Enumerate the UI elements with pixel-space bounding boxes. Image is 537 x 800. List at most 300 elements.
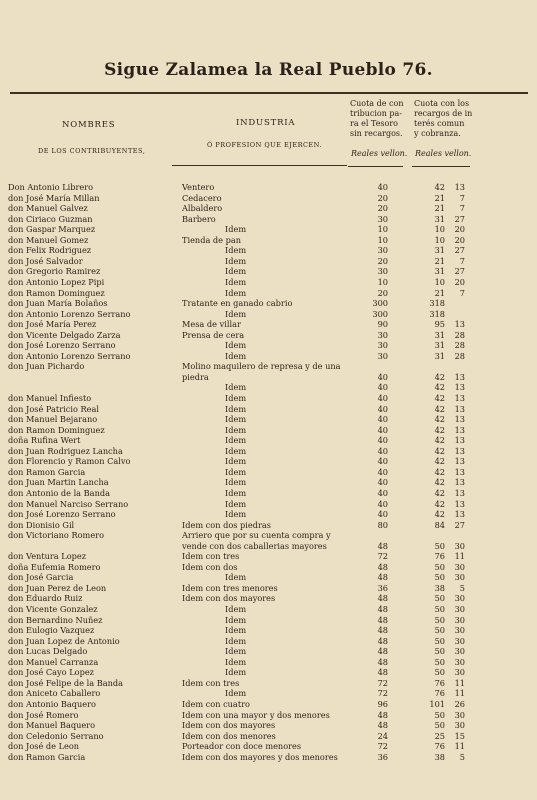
contributor-name: don Ramon Garcia	[8, 466, 86, 477]
cuota-tesoro-cell: 300	[372, 308, 388, 319]
industria-cell: Idem con dos menores	[182, 730, 276, 741]
cuota-tesoro-cell: 48	[377, 614, 388, 625]
cuota-tesoro-cell: 40	[377, 371, 388, 382]
cuota-tesoro-cell: 48	[377, 656, 388, 667]
industria-cell: Idem con tres	[182, 551, 240, 562]
cuota-recargos-fraction-cell: 30	[454, 593, 465, 604]
contributor-name: don Antonio Lorenzo Serrano	[8, 350, 131, 361]
cuota-recargos-cell: 50	[434, 604, 445, 614]
industria-cell: Ventero	[182, 182, 215, 192]
cuota-tesoro-cell: 24	[377, 730, 388, 741]
industria-cell: Idem	[225, 435, 247, 446]
industria-cell: Idem	[225, 350, 247, 361]
contributor-name: don José Patricio Real	[8, 403, 99, 414]
cuota-tesoro-cell: 40	[377, 403, 388, 414]
cuota-recargos-cell: 318	[429, 298, 445, 309]
contributor-name: don Manuel Infiesto	[8, 393, 92, 403]
contributor-name: don Antonio Lorenzo Serrano	[8, 308, 131, 319]
cuota-recargos-cell: 42	[434, 382, 445, 393]
table-row	[0, 319, 537, 330]
cuota-recargos-fraction-cell: 13	[454, 435, 465, 446]
table-row	[0, 741, 537, 752]
industria-cell: Idem	[225, 445, 247, 456]
industria-cell: Idem	[225, 604, 247, 614]
industria-cell: Idem	[225, 635, 247, 646]
table-row	[0, 446, 537, 457]
cuota-recargos-fraction-cell: 13	[454, 403, 465, 414]
cuota-tesoro-cell: 40	[377, 393, 388, 403]
industria-cell: Idem	[225, 572, 247, 583]
cuota-recargos-fraction-cell: 30	[454, 646, 465, 657]
contributor-name: don José Lorenzo Serrano	[8, 340, 116, 351]
cuota-tesoro-cell: 48	[377, 625, 388, 636]
cuota-recargos-fraction-cell: 11	[454, 741, 465, 752]
header-cuota-tesoro	[350, 99, 403, 139]
cuota-recargos-fraction-cell: 20	[454, 276, 465, 287]
table-row	[0, 456, 537, 467]
cuota-tesoro-cell: 48	[377, 667, 388, 678]
contributor-name: doña Eufemia Romero	[8, 561, 101, 572]
table-row	[0, 435, 537, 446]
industria-cell: Albaldero	[182, 203, 223, 214]
cuota-recargos-cell: 31	[434, 329, 445, 340]
contributor-name: don Ciriaco Guzman	[8, 213, 93, 224]
contributor-name: don Juan María Bolaños	[8, 298, 108, 309]
header-cuota-recargos-line: recargos de in	[414, 109, 473, 118]
table-row	[0, 361, 537, 372]
table-row	[0, 203, 537, 214]
cuota-recargos-fraction-cell: 13	[454, 445, 465, 456]
cuota-recargos-cell: 50	[434, 635, 445, 646]
contributor-name: don Celedonio Serrano	[8, 730, 104, 741]
header-cuota-recargos-line: y cobranza.	[414, 129, 461, 138]
cuota-recargos-fraction-cell: 7	[459, 255, 465, 266]
table-row	[0, 277, 537, 288]
cuota-tesoro-cell: 90	[377, 319, 388, 330]
cuota-tesoro-cell: 40	[377, 477, 388, 488]
contributor-name: don Bernardino Nuñez	[8, 614, 103, 625]
cuota-recargos-cell: 76	[434, 551, 445, 562]
cuota-recargos-fraction-cell: 7	[459, 203, 465, 214]
contributor-name: Don Antonio Librero	[8, 182, 94, 192]
table-row	[0, 193, 537, 204]
cuota-recargos-fraction-cell: 13	[454, 424, 465, 435]
cuota-recargos-fraction-cell: 27	[454, 519, 465, 530]
industria-cell: Idem	[225, 498, 247, 509]
header-cuota-recargos-line: Cuota con los	[414, 99, 470, 108]
table-row	[0, 382, 537, 393]
cuota-recargos-fraction-cell: 30	[454, 540, 465, 551]
header-cuota-tesoro-line: tribucion pa-	[350, 109, 403, 118]
table-row	[0, 425, 537, 436]
cuota-tesoro-cell: 40	[377, 424, 388, 435]
cuota-recargos-fraction-cell: 30	[454, 720, 465, 731]
cuota-recargos-cell: 318	[429, 308, 445, 319]
table-row	[0, 731, 537, 742]
contributor-name: don Ventura Lopez	[8, 551, 87, 562]
cuota-tesoro-cell: 20	[377, 287, 388, 298]
cuota-tesoro-cell: 10	[377, 224, 388, 235]
header-profesion: Ó PROFESION QUE EJERCEN.	[207, 141, 323, 149]
cuota-recargos-cell: 50	[434, 656, 445, 667]
cuota-recargos-fraction-cell: 13	[454, 509, 465, 520]
cuota-tesoro-cell: 48	[377, 604, 388, 614]
cuota-recargos-cell: 50	[434, 720, 445, 731]
cuota-tesoro-cell: 72	[377, 551, 388, 562]
cuota-recargos-cell: 42	[434, 466, 445, 477]
cuota-recargos-cell: 42	[434, 371, 445, 382]
cuota-tesoro-cell: 48	[377, 709, 388, 720]
contributor-name: don José María Millan	[8, 192, 100, 203]
industria-cell: Idem	[225, 382, 247, 393]
cuota-recargos-fraction-cell: 27	[454, 245, 465, 256]
industria-cell: Idem	[225, 667, 247, 678]
table-row	[0, 351, 537, 362]
header-cuota-recargos	[414, 99, 472, 139]
table-row	[0, 657, 537, 668]
cuota-tesoro-cell: 20	[377, 255, 388, 266]
industria-cell: Prensa de cera	[182, 329, 245, 340]
industria-cell: Idem con dos piedras	[182, 519, 271, 530]
contributor-name: don Gregorio Ramirez	[8, 266, 101, 277]
cuota-recargos-cell: 42	[434, 182, 445, 192]
header-cuota-rule-2	[412, 166, 470, 167]
cuota-recargos-cell: 42	[434, 424, 445, 435]
table-row	[0, 499, 537, 510]
cuota-tesoro-cell: 36	[377, 582, 388, 593]
contributor-name: don Juan Perez de Leon	[8, 582, 107, 593]
cuota-recargos-fraction-cell: 11	[454, 551, 465, 562]
cuota-tesoro-cell: 48	[377, 593, 388, 604]
cuota-recargos-fraction-cell: 30	[454, 625, 465, 636]
cuota-recargos-cell: 10	[434, 224, 445, 235]
cuota-recargos-cell: 42	[434, 477, 445, 488]
cuota-tesoro-cell: 40	[377, 414, 388, 425]
table-row	[0, 288, 537, 299]
cuota-recargos-fraction-cell: 28	[454, 340, 465, 351]
table-row	[0, 667, 537, 678]
cuota-tesoro-cell: 36	[377, 751, 388, 762]
cuota-tesoro-cell: 40	[377, 509, 388, 520]
contributor-name: don Gaspar Marquez	[8, 224, 96, 235]
contributor-name: don Antonio de la Banda	[8, 487, 110, 498]
industria-cell: Idem	[225, 276, 247, 287]
cuota-recargos-cell: 76	[434, 677, 445, 688]
cuota-recargos-cell: 50	[434, 593, 445, 604]
header-top-rule	[10, 92, 528, 94]
industria-cell: Idem	[225, 625, 247, 636]
contributor-name: don Ramon Garcia	[8, 751, 86, 762]
header-nombres: NOMBRES	[62, 120, 116, 130]
contributor-name: don Manuel Carranza	[8, 656, 99, 667]
cuota-recargos-fraction-cell: 26	[454, 698, 465, 709]
cuota-tesoro-cell: 48	[377, 720, 388, 731]
cuota-recargos-cell: 42	[434, 445, 445, 456]
table-row	[0, 340, 537, 351]
contributor-name: don Antonio Lopez Pipi	[8, 276, 105, 287]
table-row	[0, 615, 537, 626]
cuota-recargos-cell: 76	[434, 741, 445, 752]
cuota-recargos-fraction-cell: 30	[454, 614, 465, 625]
industria-cell: Idem	[225, 688, 247, 699]
table-row	[0, 266, 537, 277]
cuota-tesoro-cell: 10	[377, 276, 388, 287]
cuota-recargos-fraction-cell: 28	[454, 350, 465, 361]
table-row	[0, 530, 537, 541]
industria-cell: Mesa de villar	[182, 319, 241, 330]
table-row	[0, 182, 537, 193]
contributor-name: don Eduardo Ruiz	[8, 593, 83, 604]
header-reales-2: Reales vellon.	[415, 149, 472, 158]
table-row	[0, 720, 537, 731]
contributor-name: don José Garcia	[8, 572, 74, 583]
industria-cell: Barbero	[182, 213, 216, 224]
cuota-recargos-cell: 21	[434, 255, 445, 266]
cuota-recargos-fraction-cell: 28	[454, 329, 465, 340]
contributor-name: don Vicente Gonzalez	[8, 604, 98, 614]
cuota-recargos-fraction-cell: 13	[454, 456, 465, 467]
header-cuota-rule-1	[348, 166, 403, 167]
contributor-name: don Juan Lopez de Antonio	[8, 635, 120, 646]
industria-cell: Tienda de pan	[182, 234, 242, 245]
cuota-recargos-cell: 31	[434, 213, 445, 224]
industria-cell: Idem	[225, 340, 247, 351]
cuota-recargos-fraction-cell: 30	[454, 656, 465, 667]
cuota-recargos-fraction-cell: 20	[454, 224, 465, 235]
industria-cell: Idem	[225, 266, 247, 277]
table-row	[0, 467, 537, 478]
contributor-name: don Felix Rodriguez	[8, 245, 92, 256]
cuota-recargos-fraction-cell: 15	[454, 730, 465, 741]
cuota-recargos-fraction-cell: 30	[454, 561, 465, 572]
industria-cell: Arriero que por su cuenta compra y	[182, 530, 331, 541]
contributor-name: don Antonio Baquero	[8, 698, 96, 709]
industria-cell: Tratante en ganado cabrio	[182, 298, 293, 309]
cuota-recargos-cell: 31	[434, 245, 445, 256]
cuota-recargos-fraction-cell: 13	[454, 382, 465, 393]
cuota-recargos-cell: 42	[434, 403, 445, 414]
cuota-recargos-fraction-cell: 11	[454, 688, 465, 699]
cuota-tesoro-cell: 30	[377, 329, 388, 340]
industria-cell: Idem con tres	[182, 677, 240, 688]
table-row	[0, 636, 537, 647]
cuota-recargos-cell: 84	[434, 519, 445, 530]
cuota-recargos-fraction-cell: 13	[454, 182, 465, 192]
table-row	[0, 214, 537, 225]
cuota-recargos-cell: 42	[434, 414, 445, 425]
contributor-name: don Juan Pichardo	[8, 361, 85, 372]
contributor-name: don José Cayo Lopez	[8, 667, 94, 678]
table-row	[0, 404, 537, 415]
cuota-recargos-fraction-cell: 7	[459, 192, 465, 203]
cuota-recargos-cell: 50	[434, 540, 445, 551]
contributor-name: don Dionisio Gil	[8, 519, 75, 530]
cuota-recargos-fraction-cell: 27	[454, 266, 465, 277]
table-row	[0, 688, 537, 699]
industria-cell: Idem	[225, 509, 247, 520]
cuota-recargos-fraction-cell: 30	[454, 709, 465, 720]
cuota-tesoro-cell: 30	[377, 266, 388, 277]
contributor-name: don José Salvador	[8, 255, 83, 266]
cuota-recargos-fraction-cell: 11	[454, 677, 465, 688]
table-row	[0, 256, 537, 267]
cuota-recargos-fraction-cell: 13	[454, 477, 465, 488]
cuota-recargos-cell: 50	[434, 561, 445, 572]
cuota-recargos-cell: 50	[434, 572, 445, 583]
cuota-recargos-cell: 42	[434, 498, 445, 509]
table-row	[0, 509, 537, 520]
cuota-recargos-fraction-cell: 13	[454, 393, 465, 403]
cuota-recargos-fraction-cell: 13	[454, 319, 465, 330]
cuota-tesoro-cell: 40	[377, 435, 388, 446]
industria-cell: Idem con dos mayores	[182, 593, 276, 604]
table-row	[0, 710, 537, 721]
table-row	[0, 393, 537, 404]
contributor-name: doña Rufina Wert	[8, 435, 81, 446]
contributor-name: don Manuel Galvez	[8, 203, 88, 214]
header-cuota-tesoro-line: Cuota de con	[350, 99, 404, 108]
industria-cell: vende con dos caballerias mayores	[182, 540, 327, 551]
cuota-tesoro-cell: 48	[377, 635, 388, 646]
industria-cell: Idem	[225, 414, 247, 425]
cuota-recargos-cell: 31	[434, 340, 445, 351]
cuota-recargos-cell: 31	[434, 266, 445, 277]
cuota-recargos-cell: 76	[434, 688, 445, 699]
contributor-name: don Manuel Baquero	[8, 720, 96, 731]
table-row	[0, 752, 537, 763]
industria-cell: Idem	[225, 424, 247, 435]
cuota-recargos-cell: 50	[434, 709, 445, 720]
contributor-name: don Victoriano Romero	[8, 530, 105, 541]
table-row	[0, 678, 537, 689]
industria-cell: Idem	[225, 466, 247, 477]
cuota-recargos-cell: 31	[434, 350, 445, 361]
cuota-tesoro-cell: 40	[377, 445, 388, 456]
cuota-recargos-fraction-cell: 5	[459, 582, 465, 593]
table-row	[0, 646, 537, 657]
cuota-recargos-cell: 50	[434, 667, 445, 678]
cuota-tesoro-cell: 72	[377, 688, 388, 699]
industria-cell: Idem con cuatro	[182, 698, 250, 709]
cuota-recargos-fraction-cell: 13	[454, 487, 465, 498]
cuota-recargos-cell: 25	[434, 730, 445, 741]
industria-cell: Idem	[225, 224, 247, 235]
cuota-recargos-cell: 101	[429, 698, 445, 709]
header-contribuyentes: DE LOS CONTRIBUYENTES,	[38, 147, 146, 155]
contributor-name: don José Lorenzo Serrano	[8, 509, 116, 520]
cuota-tesoro-cell: 48	[377, 561, 388, 572]
table-row	[0, 593, 537, 604]
contributor-name: don Ramon Dominguez	[8, 424, 105, 435]
industria-cell: Idem con dos	[182, 561, 238, 572]
contributor-name: don Aniceto Caballero	[8, 688, 101, 699]
table-row	[0, 372, 537, 383]
industria-cell: Idem	[225, 245, 247, 256]
table-row	[0, 245, 537, 256]
cuota-recargos-fraction-cell: 13	[454, 414, 465, 425]
cuota-recargos-fraction-cell: 30	[454, 572, 465, 583]
cuota-recargos-cell: 21	[434, 203, 445, 214]
header-cuota-recargos-line: terés comun	[414, 119, 465, 128]
industria-cell: Idem	[225, 255, 247, 266]
table-row	[0, 625, 537, 636]
cuota-recargos-fraction-cell: 13	[454, 371, 465, 382]
cuota-recargos-cell: 50	[434, 614, 445, 625]
table-row	[0, 562, 537, 573]
contributor-name: don Ramon Dominguez	[8, 287, 105, 298]
cuota-tesoro-cell: 10	[377, 234, 388, 245]
table-row	[0, 541, 537, 552]
header-cuota-tesoro-line: ra el Tesoro	[350, 119, 398, 128]
table-row	[0, 572, 537, 583]
cuota-tesoro-cell: 40	[377, 182, 388, 192]
cuota-recargos-cell: 42	[434, 487, 445, 498]
cuota-tesoro-cell: 72	[377, 677, 388, 688]
contributor-name: don José María Perez	[8, 319, 97, 330]
cuota-recargos-cell: 21	[434, 287, 445, 298]
industria-cell: Idem	[225, 403, 247, 414]
contributor-name: don Juan Rodriguez Lancha	[8, 445, 123, 456]
cuota-recargos-cell: 42	[434, 393, 445, 403]
cuota-tesoro-cell: 48	[377, 540, 388, 551]
table-row	[0, 309, 537, 320]
cuota-recargos-cell: 10	[434, 276, 445, 287]
cuota-tesoro-cell: 40	[377, 382, 388, 393]
table-row	[0, 699, 537, 710]
cuota-tesoro-cell: 48	[377, 572, 388, 583]
contributor-name: don Eulogio Vazquez	[8, 625, 95, 636]
cuota-tesoro-cell: 20	[377, 203, 388, 214]
industria-cell: Idem	[225, 308, 247, 319]
contributor-name: don Manuel Bejarano	[8, 414, 98, 425]
header-reales-1: Reales vellon.	[351, 149, 408, 158]
cuota-recargos-fraction-cell: 5	[459, 751, 465, 762]
industria-cell: Idem	[225, 487, 247, 498]
header-industria-rule	[172, 165, 347, 166]
cuota-tesoro-cell: 40	[377, 456, 388, 467]
cuota-tesoro-cell: 48	[377, 646, 388, 657]
table-row	[0, 477, 537, 488]
cuota-recargos-fraction-cell: 27	[454, 213, 465, 224]
cuota-tesoro-cell: 30	[377, 340, 388, 351]
cuota-tesoro-cell: 80	[377, 519, 388, 530]
contributor-name: don José de Leon	[8, 741, 80, 752]
cuota-recargos-cell: 50	[434, 625, 445, 636]
industria-cell: Idem	[225, 614, 247, 625]
cuota-recargos-cell: 38	[434, 751, 445, 762]
cuota-recargos-cell: 42	[434, 509, 445, 520]
cuota-recargos-cell: 42	[434, 435, 445, 446]
contributor-name: don Manuel Narciso Serrano	[8, 498, 129, 509]
industria-cell: Idem con una mayor y dos menores	[182, 709, 330, 720]
cuota-recargos-cell: 21	[434, 192, 445, 203]
industria-cell: Idem con dos mayores	[182, 720, 276, 731]
industria-cell: Idem	[225, 656, 247, 667]
table-row	[0, 298, 537, 309]
table-row	[0, 224, 537, 235]
contributor-name: don Lucas Delgado	[8, 646, 88, 657]
cuota-tesoro-cell: 72	[377, 741, 388, 752]
table-row	[0, 604, 537, 615]
table-row	[0, 551, 537, 562]
cuota-recargos-fraction-cell: 30	[454, 667, 465, 678]
cuota-recargos-fraction-cell: 7	[459, 287, 465, 298]
cuota-recargos-fraction-cell: 20	[454, 234, 465, 245]
industria-cell: Idem	[225, 456, 247, 467]
cuota-tesoro-cell: 30	[377, 245, 388, 256]
cuota-recargos-cell: 50	[434, 646, 445, 657]
contributor-name: don Juan Martin Lancha	[8, 477, 109, 488]
